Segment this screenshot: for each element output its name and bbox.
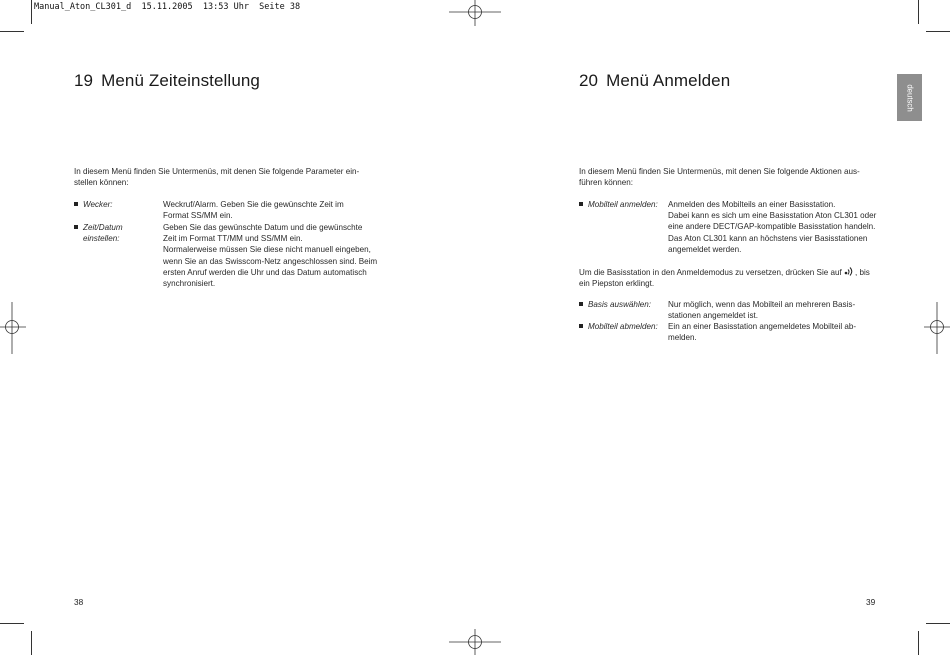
chapter-title: Menü Zeiteinstellung bbox=[101, 71, 260, 90]
bullet-icon bbox=[579, 302, 583, 306]
intro-paragraph-right: In diesem Menü finden Sie Untermenüs, mit denen Sie folgende Aktionen aus- führen können: bbox=[579, 167, 860, 188]
page-number-right: 39 bbox=[866, 597, 876, 607]
list-item-mobilteil-abmelden bbox=[579, 321, 884, 345]
chapter-number: 19 bbox=[74, 71, 94, 90]
chapter-title: Menü Anmelden bbox=[606, 71, 731, 90]
paging-paragraph: Um die Basisstation in den Anmeldemodus zu versetzen, drücken Sie auf , bis ein Piepston erklingt. bbox=[579, 268, 870, 289]
bullet-icon bbox=[579, 324, 583, 328]
intro-paragraph-left: In diesem Menü finden Sie Untermenüs, mit denen Sie folgende Parameter ein- stellen können: bbox=[74, 167, 360, 188]
bullet-icon bbox=[74, 225, 78, 229]
registration-mark-left bbox=[0, 302, 26, 354]
list-item-wecker bbox=[74, 199, 384, 223]
crop-mark-bottom-left-h bbox=[0, 623, 24, 624]
list-item-mobilteil-anmelden bbox=[579, 199, 884, 259]
crop-mark-top-right-v bbox=[918, 0, 919, 24]
crop-mark-bottom-left-v bbox=[31, 631, 32, 655]
list-item-basis-auswaehlen bbox=[579, 299, 884, 323]
crop-mark-bottom-right-v bbox=[918, 631, 919, 655]
paging-icon bbox=[844, 266, 855, 276]
registration-mark-right bbox=[924, 302, 950, 354]
list-term: Zeit/Datum einstellen: bbox=[83, 223, 123, 244]
page-title-right bbox=[579, 71, 730, 91]
list-description: Anmelden des Mobilteils an einer Basisstation. Dabei kann es sich um eine Basisstation Aton CL301 oder eine andere DECT/GAP-kompatible Basisstation handeln. Das Aton CL301 kann an höchstens vier Basisstationen angemeldet werden. bbox=[668, 200, 877, 254]
list-description: Geben Sie das gewünschte Datum und die gewünschte Zeit im Format TT/MM und SS/MM ein. Normalerweise müssen Sie diese nicht manuell eingeben, wenn Sie an das Swisscom-Netz angeschlossen sind. Beim ersten Anruf werden die Uhr und das Datum automatisch synchronisiert. bbox=[163, 223, 378, 289]
list-description: Nur möglich, wenn das Mobilteil an mehreren Basis- stationen angemeldet ist. bbox=[668, 300, 856, 321]
registration-mark-bottom bbox=[449, 629, 501, 655]
print-slug: Manual_Aton_CL301_d 15.11.2005 13:53 Uhr Seite 38 bbox=[34, 2, 301, 12]
bullet-icon bbox=[74, 202, 78, 206]
crop-mark-top-left-v bbox=[31, 0, 32, 24]
registration-mark-top bbox=[449, 0, 501, 26]
bullet-icon bbox=[579, 202, 583, 206]
page-number-left: 38 bbox=[74, 597, 84, 607]
list-term: Mobilteil anmelden: bbox=[588, 200, 658, 209]
language-tab-label: deutsch bbox=[905, 83, 914, 112]
list-term: Basis auswählen: bbox=[588, 300, 651, 309]
language-tab bbox=[897, 74, 922, 121]
crop-mark-bottom-right-h bbox=[926, 623, 950, 624]
chapter-number: 20 bbox=[579, 71, 599, 90]
list-description: Weckruf/Alarm. Geben Sie die gewünschte Zeit im Format SS/MM ein. bbox=[163, 200, 344, 221]
list-term: Wecker: bbox=[83, 200, 113, 209]
page-title-left bbox=[74, 71, 260, 91]
crop-mark-top-left-h bbox=[0, 31, 24, 32]
list-description: Ein an einer Basisstation angemeldetes Mobilteil ab- melden. bbox=[668, 322, 857, 343]
list-term: Mobilteil abmelden: bbox=[588, 322, 658, 331]
crop-mark-top-right-h bbox=[926, 31, 950, 32]
list-item-zeit-datum bbox=[74, 222, 384, 292]
